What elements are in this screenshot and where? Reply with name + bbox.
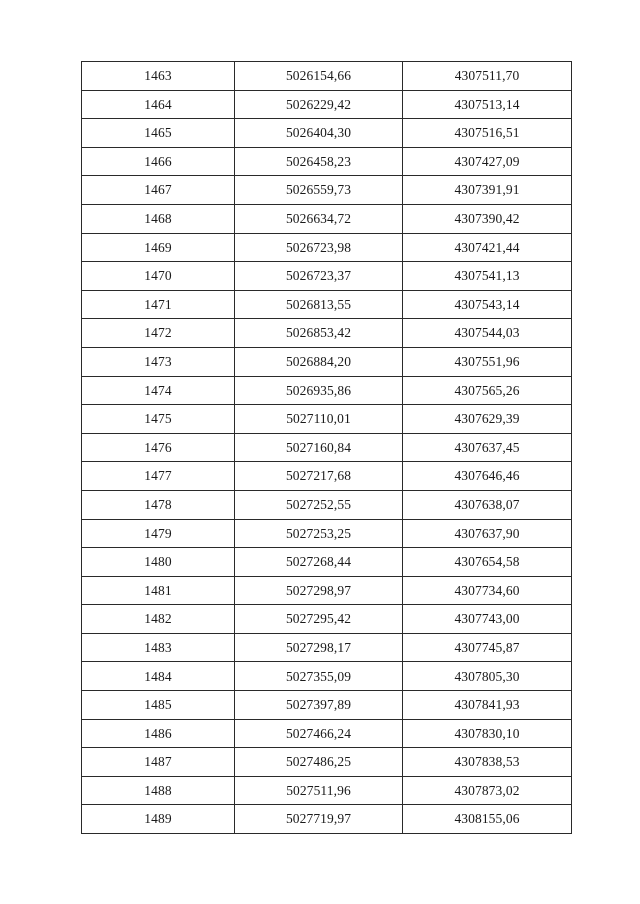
x-coordinate-cell: 5026813,55 [235,290,403,319]
x-coordinate-cell: 5026884,20 [235,347,403,376]
table-row [82,62,572,91]
point-number-cell: 1470 [82,262,235,291]
point-number-cell: 1474 [82,376,235,405]
table-row [82,633,572,662]
x-coordinate-cell: 5027397,89 [235,691,403,720]
y-coordinate-cell: 4307637,90 [403,519,572,548]
table-row [82,290,572,319]
y-coordinate-cell: 4307427,09 [403,147,572,176]
table-row [82,147,572,176]
table-row [82,433,572,462]
y-coordinate-cell: 4308155,06 [403,805,572,834]
x-coordinate-cell: 5027466,24 [235,719,403,748]
y-coordinate-cell: 4307830,10 [403,719,572,748]
table-row [82,119,572,148]
table-row [82,176,572,205]
point-number-cell: 1473 [82,347,235,376]
y-coordinate-cell: 4307805,30 [403,662,572,691]
point-number-cell: 1465 [82,119,235,148]
point-number-cell: 1485 [82,691,235,720]
x-coordinate-cell: 5027298,17 [235,633,403,662]
y-coordinate-cell: 4307511,70 [403,62,572,91]
point-number-cell: 1482 [82,605,235,634]
point-number-cell: 1463 [82,62,235,91]
x-coordinate-cell: 5027295,42 [235,605,403,634]
x-coordinate-cell: 5026853,42 [235,319,403,348]
point-number-cell: 1486 [82,719,235,748]
point-number-cell: 1480 [82,548,235,577]
y-coordinate-cell: 4307544,03 [403,319,572,348]
x-coordinate-cell: 5027217,68 [235,462,403,491]
point-number-cell: 1483 [82,633,235,662]
y-coordinate-cell: 4307745,87 [403,633,572,662]
y-coordinate-cell: 4307841,93 [403,691,572,720]
x-coordinate-cell: 5026559,73 [235,176,403,205]
y-coordinate-cell: 4307513,14 [403,90,572,119]
point-number-cell: 1484 [82,662,235,691]
y-coordinate-cell: 4307838,53 [403,748,572,777]
table-row [82,805,572,834]
table-row [82,376,572,405]
y-coordinate-cell: 4307646,46 [403,462,572,491]
y-coordinate-cell: 4307638,07 [403,490,572,519]
x-coordinate-cell: 5026404,30 [235,119,403,148]
x-coordinate-cell: 5026154,66 [235,62,403,91]
y-coordinate-cell: 4307541,13 [403,262,572,291]
point-number-cell: 1475 [82,405,235,434]
x-coordinate-cell: 5026723,98 [235,233,403,262]
table-row [82,691,572,720]
x-coordinate-cell: 5027160,84 [235,433,403,462]
point-number-cell: 1478 [82,490,235,519]
x-coordinate-cell: 5026229,42 [235,90,403,119]
point-number-cell: 1477 [82,462,235,491]
table-row [82,319,572,348]
x-coordinate-cell: 5027511,96 [235,776,403,805]
x-coordinate-cell: 5026458,23 [235,147,403,176]
table-row [82,662,572,691]
y-coordinate-cell: 4307734,60 [403,576,572,605]
table-row [82,776,572,805]
table-row [82,576,572,605]
x-coordinate-cell: 5026634,72 [235,204,403,233]
point-number-cell: 1466 [82,147,235,176]
table-row [82,405,572,434]
x-coordinate-cell: 5027719,97 [235,805,403,834]
y-coordinate-cell: 4307390,42 [403,204,572,233]
coordinates-table-body [82,62,572,834]
table-row [82,519,572,548]
point-number-cell: 1476 [82,433,235,462]
table-row [82,490,572,519]
x-coordinate-cell: 5027298,97 [235,576,403,605]
y-coordinate-cell: 4307629,39 [403,405,572,434]
table-row [82,719,572,748]
point-number-cell: 1479 [82,519,235,548]
table-row [82,204,572,233]
y-coordinate-cell: 4307421,44 [403,233,572,262]
point-number-cell: 1464 [82,90,235,119]
table-row [82,90,572,119]
x-coordinate-cell: 5027268,44 [235,548,403,577]
x-coordinate-cell: 5027110,01 [235,405,403,434]
point-number-cell: 1489 [82,805,235,834]
x-coordinate-cell: 5027253,25 [235,519,403,548]
x-coordinate-cell: 5027252,55 [235,490,403,519]
y-coordinate-cell: 4307391,91 [403,176,572,205]
y-coordinate-cell: 4307873,02 [403,776,572,805]
x-coordinate-cell: 5027486,25 [235,748,403,777]
x-coordinate-cell: 5026935,86 [235,376,403,405]
x-coordinate-cell: 5026723,37 [235,262,403,291]
table-row [82,748,572,777]
y-coordinate-cell: 4307637,45 [403,433,572,462]
point-number-cell: 1487 [82,748,235,777]
point-number-cell: 1467 [82,176,235,205]
point-number-cell: 1488 [82,776,235,805]
x-coordinate-cell: 5027355,09 [235,662,403,691]
table-row [82,262,572,291]
point-number-cell: 1471 [82,290,235,319]
point-number-cell: 1468 [82,204,235,233]
table-row [82,548,572,577]
point-number-cell: 1481 [82,576,235,605]
point-number-cell: 1472 [82,319,235,348]
y-coordinate-cell: 4307654,58 [403,548,572,577]
y-coordinate-cell: 4307743,00 [403,605,572,634]
table-row [82,347,572,376]
table-row [82,233,572,262]
y-coordinate-cell: 4307543,14 [403,290,572,319]
table-row [82,605,572,634]
y-coordinate-cell: 4307565,26 [403,376,572,405]
y-coordinate-cell: 4307516,51 [403,119,572,148]
table-row [82,462,572,491]
y-coordinate-cell: 4307551,96 [403,347,572,376]
coordinates-table [81,61,572,834]
point-number-cell: 1469 [82,233,235,262]
